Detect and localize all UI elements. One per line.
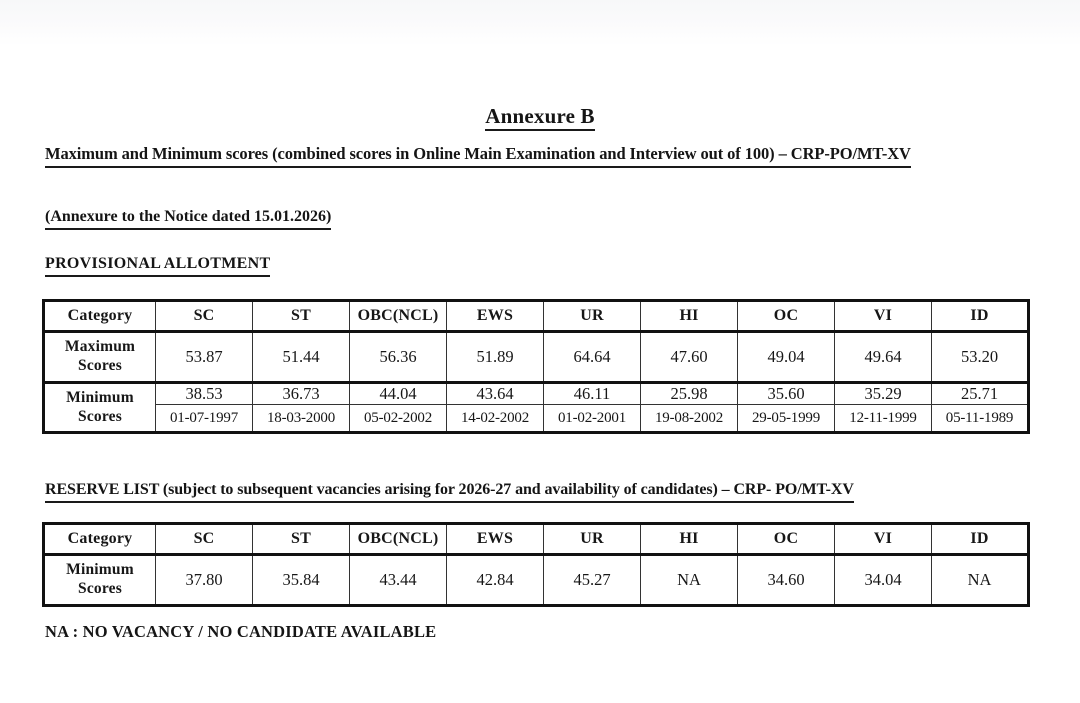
cell-min-sc: 38.53 — [156, 383, 253, 405]
cell-reserve-obc: 43.44 — [350, 555, 447, 606]
column-header: Category — [44, 301, 156, 332]
row-label-line1: Maximum — [64, 338, 136, 356]
cell-max-oc: 49.04 — [738, 332, 835, 383]
cell-min-st: 36.73 — [253, 383, 350, 405]
column-header: OBC(NCL) — [350, 301, 447, 332]
cell-reserve-id: NA — [932, 555, 1029, 606]
page-title — [0, 104, 1080, 129]
cell-dob-st: 18-03-2000 — [253, 405, 350, 433]
column-header: SC — [156, 524, 253, 555]
column-header: UR — [544, 301, 641, 332]
reserve-list-table — [42, 522, 1030, 607]
cell-dob-sc: 01-07-1997 — [156, 405, 253, 433]
cell-min-id: 25.71 — [932, 383, 1029, 405]
provisional-allotment-table — [42, 299, 1030, 434]
row-label-line1: Minimum — [66, 561, 134, 579]
page-title-text: Annexure B — [485, 104, 595, 131]
cell-max-ur: 64.64 — [544, 332, 641, 383]
cell-dob-id: 05-11-1989 — [932, 405, 1029, 433]
cell-dob-oc: 29-05-1999 — [738, 405, 835, 433]
cell-dob-ur: 01-02-2001 — [544, 405, 641, 433]
row-label-line2: Scores — [78, 407, 122, 425]
row-label-line2: Scores — [78, 357, 122, 374]
column-header: Category — [44, 524, 156, 555]
cell-max-ews: 51.89 — [447, 332, 544, 383]
cell-min-hi: 25.98 — [641, 383, 738, 405]
cell-min-vi: 35.29 — [835, 383, 932, 405]
table-header-row — [44, 301, 1029, 332]
column-header: OC — [738, 301, 835, 332]
cell-max-id: 53.20 — [932, 332, 1029, 383]
table-row — [44, 332, 1029, 383]
section-heading-reserve-list: RESERVE LIST (subject to subsequent vacancies arising for 2026-27 and availability of candidates) – CRP- PO/MT-XV — [45, 481, 854, 503]
table-row — [44, 383, 1029, 405]
cell-reserve-ur: 45.27 — [544, 555, 641, 606]
cell-max-obc: 56.36 — [350, 332, 447, 383]
table-row — [44, 555, 1029, 606]
cell-dob-vi: 12-11-1999 — [835, 405, 932, 433]
row-label-minimum-scores — [44, 555, 156, 606]
cell-max-hi: 47.60 — [641, 332, 738, 383]
row-label-line1: Minimum — [66, 388, 134, 406]
column-header: ST — [253, 524, 350, 555]
cell-reserve-oc: 34.60 — [738, 555, 835, 606]
column-header: EWS — [447, 301, 544, 332]
column-header: EWS — [447, 524, 544, 555]
row-label-maximum-scores — [44, 332, 156, 383]
column-header: SC — [156, 301, 253, 332]
column-header: ST — [253, 301, 350, 332]
column-header: VI — [835, 524, 932, 555]
row-label-line2: Scores — [78, 580, 122, 597]
cell-reserve-sc: 37.80 — [156, 555, 253, 606]
cell-reserve-hi: NA — [641, 555, 738, 606]
document-subtitle: Maximum and Minimum scores (combined scores in Online Main Examination and Interview out of 100) – CRP-PO/MT-XV — [45, 144, 911, 168]
column-header: ID — [932, 524, 1029, 555]
cell-min-ur: 46.11 — [544, 383, 641, 405]
column-header: HI — [641, 301, 738, 332]
column-header: VI — [835, 301, 932, 332]
cell-max-st: 51.44 — [253, 332, 350, 383]
cell-max-vi: 49.64 — [835, 332, 932, 383]
cell-dob-obc: 05-02-2002 — [350, 405, 447, 433]
cell-max-sc: 53.87 — [156, 332, 253, 383]
section-heading-provisional-allotment: PROVISIONAL ALLOTMENT — [45, 255, 270, 277]
cell-min-oc: 35.60 — [738, 383, 835, 405]
table-header-row — [44, 524, 1029, 555]
cell-min-ews: 43.64 — [447, 383, 544, 405]
cell-dob-hi: 19-08-2002 — [641, 405, 738, 433]
cell-min-obc: 44.04 — [350, 383, 447, 405]
column-header: OBC(NCL) — [350, 524, 447, 555]
table-row — [44, 405, 1029, 433]
cell-reserve-ews: 42.84 — [447, 555, 544, 606]
column-header: OC — [738, 524, 835, 555]
column-header: HI — [641, 524, 738, 555]
cell-dob-ews: 14-02-2002 — [447, 405, 544, 433]
cell-reserve-vi: 34.04 — [835, 555, 932, 606]
column-header: UR — [544, 524, 641, 555]
annexure-notice-date: (Annexure to the Notice dated 15.01.2026) — [45, 208, 331, 230]
row-label-minimum-scores — [44, 383, 156, 433]
cell-reserve-st: 35.84 — [253, 555, 350, 606]
column-header: ID — [932, 301, 1029, 332]
footnote-na-legend: NA : NO VACANCY / NO CANDIDATE AVAILABLE — [45, 622, 437, 641]
